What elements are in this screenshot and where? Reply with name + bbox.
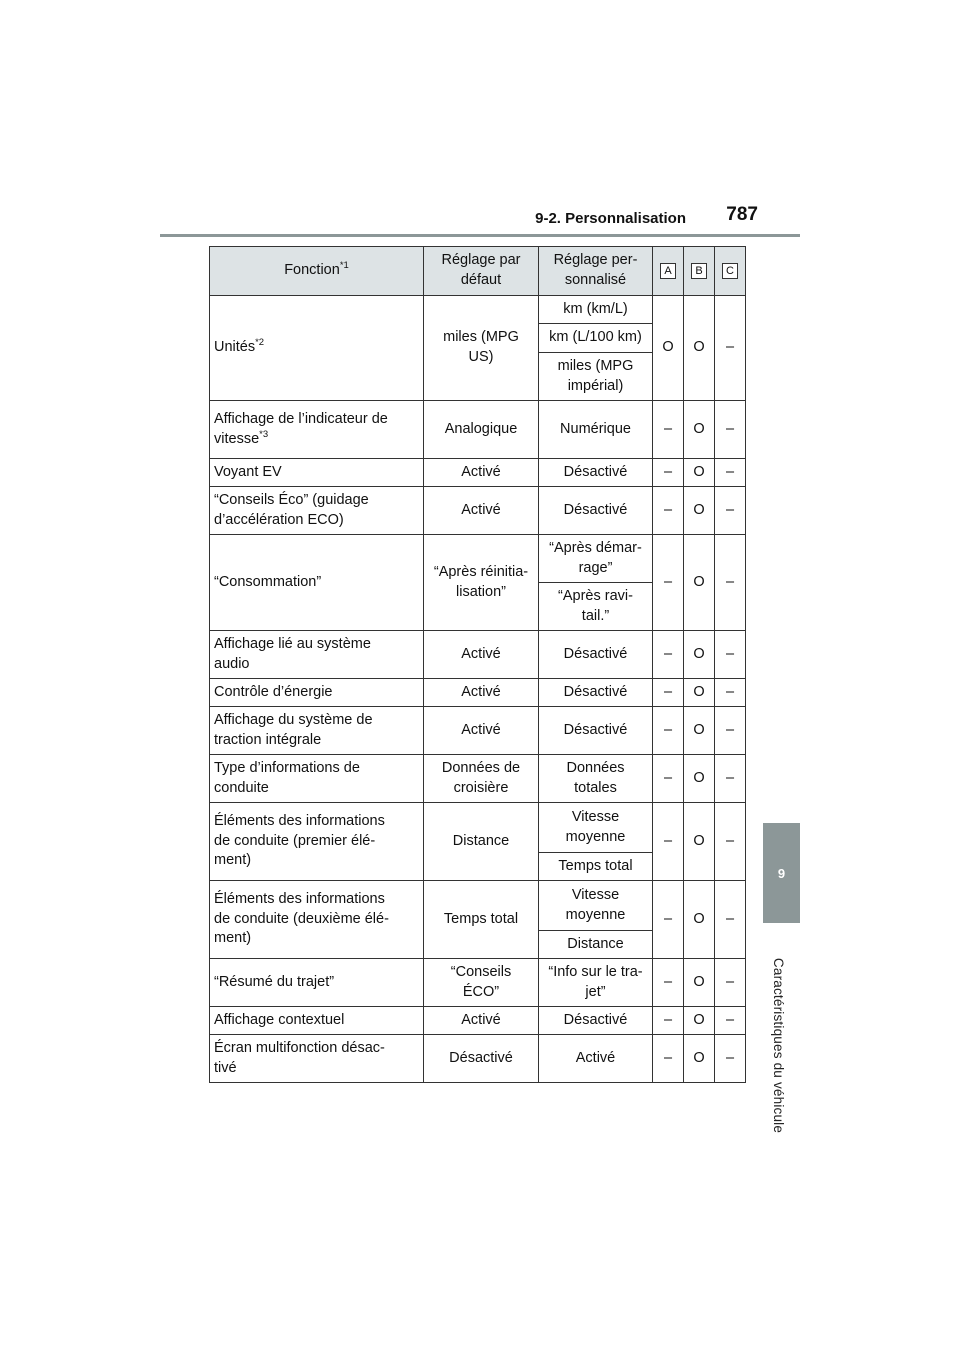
table-row — [210, 1007, 746, 1035]
function-label: Type d’informations de conduite — [214, 759, 360, 796]
column-a-cell: – — [653, 535, 684, 631]
column-a-cell: – — [653, 707, 684, 755]
default-setting-cell: Activé — [424, 1007, 539, 1035]
column-c-cell: – — [715, 296, 746, 401]
default-setting-cell: miles (MPG US) — [424, 296, 539, 401]
table-row — [210, 1035, 746, 1083]
chapter-title: Caractéristiques du véhicule — [771, 957, 787, 1133]
custom-setting-cell: Désactivé — [539, 707, 653, 755]
default-setting-cell: Analogique — [424, 401, 539, 459]
custom-setting-cell: “Après ravi- tail.” — [539, 583, 653, 631]
column-b-cell: O — [684, 959, 715, 1007]
function-cell — [210, 459, 424, 487]
chapter-title-vertical — [753, 935, 805, 1155]
function-cell — [210, 679, 424, 707]
column-c-cell: – — [715, 1035, 746, 1083]
column-c-cell: – — [715, 535, 746, 631]
column-b-cell: O — [684, 296, 715, 401]
default-setting-cell: Activé — [424, 459, 539, 487]
table-row — [210, 755, 746, 803]
custom-setting-cell: “Info sur le tra- jet” — [539, 959, 653, 1007]
custom-setting-cell: Désactivé — [539, 459, 653, 487]
default-setting-cell: Activé — [424, 679, 539, 707]
custom-setting-cell: Vitesse moyenne — [539, 803, 653, 853]
table-row — [210, 679, 746, 707]
footnote-marker: *2 — [255, 337, 265, 349]
column-b-cell: O — [684, 459, 715, 487]
function-label: “Conseils Éco” (guidage d’accélération ECO) — [214, 491, 369, 528]
chapter-number: 9 — [777, 865, 786, 881]
custom-setting-cell: Vitesse moyenne — [539, 881, 653, 931]
custom-setting-cell: Distance — [539, 931, 653, 959]
badge-b: B — [691, 263, 707, 279]
default-setting-cell: Activé — [424, 631, 539, 679]
chapter-tab — [763, 823, 800, 923]
column-c-cell: – — [715, 487, 746, 535]
section-title: 9-2. Personnalisation — [535, 210, 686, 227]
table-row — [210, 881, 746, 931]
function-cell — [210, 755, 424, 803]
column-b-cell: O — [684, 679, 715, 707]
function-cell — [210, 803, 424, 881]
function-label: Affichage de l’indicateur de vitesse — [214, 410, 388, 447]
function-label: Voyant EV — [214, 463, 282, 480]
function-cell — [210, 707, 424, 755]
function-label: “Résumé du trajet” — [214, 973, 335, 990]
table-row — [210, 401, 746, 459]
column-c-cell: – — [715, 803, 746, 881]
table-row — [210, 631, 746, 679]
function-label: “Consommation” — [214, 573, 322, 590]
column-a-cell: – — [653, 401, 684, 459]
table-row — [210, 707, 746, 755]
custom-setting-cell: km (km/L) — [539, 296, 653, 324]
default-setting-cell: Désactivé — [424, 1035, 539, 1083]
function-cell — [210, 959, 424, 1007]
column-b-cell: O — [684, 707, 715, 755]
table-row — [210, 803, 746, 853]
function-label: Éléments des informations de conduite (deuxième élé- ment) — [214, 891, 389, 947]
default-setting-cell: Données de croisière — [424, 755, 539, 803]
column-a-cell: – — [653, 881, 684, 959]
column-a-cell: – — [653, 487, 684, 535]
function-cell — [210, 631, 424, 679]
column-a-cell: – — [653, 755, 684, 803]
custom-setting-cell: Désactivé — [539, 1007, 653, 1035]
custom-setting-cell: Temps total — [539, 853, 653, 881]
badge-a: A — [660, 263, 676, 279]
custom-setting-cell: Numérique — [539, 401, 653, 459]
function-label: Éléments des informations de conduite (premier élé- ment) — [214, 813, 385, 869]
custom-setting-cell: Désactivé — [539, 679, 653, 707]
column-c-cell: – — [715, 631, 746, 679]
column-a-cell: – — [653, 679, 684, 707]
header-a — [653, 247, 684, 296]
function-label: Contrôle d’énergie — [214, 683, 333, 700]
header-custom: Réglage per- sonnalisé — [539, 247, 653, 296]
column-b-cell: O — [684, 803, 715, 881]
column-a-cell: – — [653, 1035, 684, 1083]
column-c-cell: – — [715, 1007, 746, 1035]
table-header-row — [210, 247, 746, 296]
page-number: 787 — [726, 204, 758, 225]
column-c-cell: – — [715, 881, 746, 959]
column-b-cell: O — [684, 755, 715, 803]
function-cell — [210, 535, 424, 631]
column-b-cell: O — [684, 631, 715, 679]
custom-setting-cell: “Après démar- rage” — [539, 535, 653, 583]
custom-setting-cell: Données totales — [539, 755, 653, 803]
default-setting-cell: Temps total — [424, 881, 539, 959]
column-b-cell: O — [684, 535, 715, 631]
function-label: Unités — [214, 339, 256, 356]
column-c-cell: – — [715, 707, 746, 755]
settings-table — [209, 246, 746, 1083]
badge-c: C — [722, 263, 738, 279]
column-b-cell: O — [684, 401, 715, 459]
function-cell — [210, 487, 424, 535]
default-setting-cell: Distance — [424, 803, 539, 881]
column-a-cell: – — [653, 959, 684, 1007]
custom-setting-cell: miles (MPG impérial) — [539, 353, 653, 401]
table-row — [210, 487, 746, 535]
custom-setting-cell: km (L/100 km) — [539, 324, 653, 353]
column-b-cell: O — [684, 1007, 715, 1035]
function-cell — [210, 881, 424, 959]
column-c-cell: – — [715, 959, 746, 1007]
header-b — [684, 247, 715, 296]
custom-setting-cell: Désactivé — [539, 631, 653, 679]
column-b-cell: O — [684, 1035, 715, 1083]
column-a-cell: O — [653, 296, 684, 401]
column-c-cell: – — [715, 755, 746, 803]
default-setting-cell: “Conseils ÉCO” — [424, 959, 539, 1007]
function-label: Affichage lié au système audio — [214, 635, 371, 672]
default-setting-cell: Activé — [424, 707, 539, 755]
table-row — [210, 296, 746, 324]
function-cell — [210, 401, 424, 459]
default-setting-cell: “Après réinitia- lisation” — [424, 535, 539, 631]
table-row — [210, 535, 746, 583]
function-cell — [210, 1035, 424, 1083]
function-cell — [210, 1007, 424, 1035]
column-b-cell: O — [684, 487, 715, 535]
column-c-cell: – — [715, 401, 746, 459]
function-label: Écran multifonction désac- tivé — [214, 1039, 385, 1076]
column-c-cell: – — [715, 459, 746, 487]
custom-setting-cell: Activé — [539, 1035, 653, 1083]
header-c — [715, 247, 746, 296]
header-default: Réglage par défaut — [424, 247, 539, 296]
column-c-cell: – — [715, 679, 746, 707]
column-a-cell: – — [653, 459, 684, 487]
column-a-cell: – — [653, 1007, 684, 1035]
column-b-cell: O — [684, 881, 715, 959]
page-header — [160, 200, 800, 237]
table-row — [210, 959, 746, 1007]
table-body — [210, 296, 746, 1083]
table-row — [210, 459, 746, 487]
function-cell — [210, 296, 424, 401]
default-setting-cell: Activé — [424, 487, 539, 535]
function-label: Affichage contextuel — [214, 1011, 345, 1028]
column-a-cell: – — [653, 803, 684, 881]
custom-setting-cell: Désactivé — [539, 487, 653, 535]
column-a-cell: – — [653, 631, 684, 679]
header-function: Fonction$^{*1}$ — [210, 247, 424, 296]
function-label: Affichage du système de traction intégrale — [214, 711, 373, 748]
footnote-marker: *3 — [259, 428, 269, 440]
